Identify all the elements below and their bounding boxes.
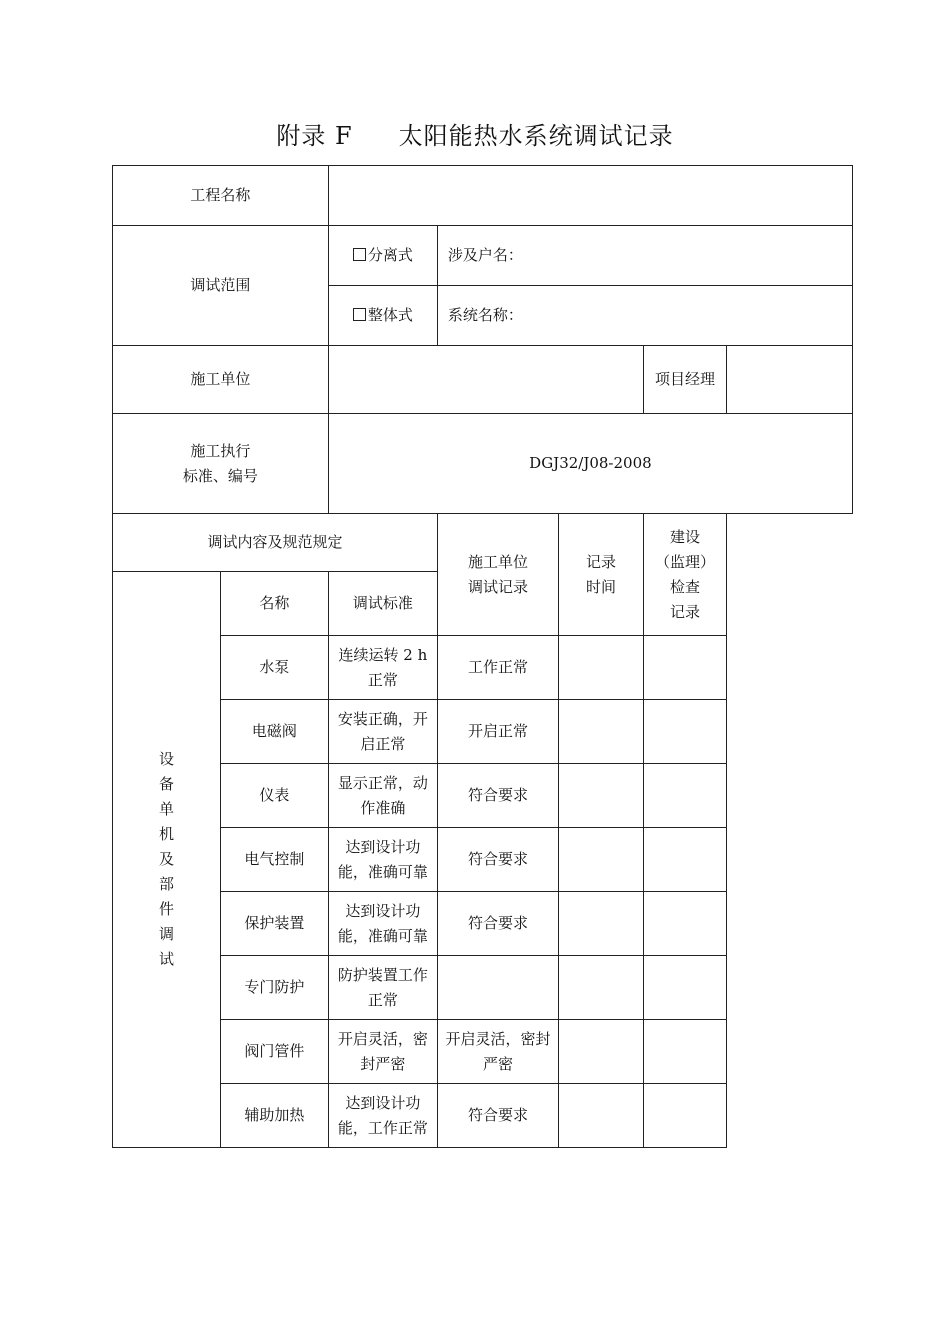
contractor-label: 施工单位 — [113, 346, 329, 414]
row-check[interactable] — [643, 956, 726, 1020]
row-time[interactable] — [559, 1020, 644, 1084]
title-prefix: 附录 F — [276, 122, 353, 150]
row-standard: 显示正常，动作准确 — [328, 764, 437, 828]
system-name-label: 系统名称： — [447, 306, 523, 324]
supervisor-header-line4: 记录 — [669, 602, 700, 621]
row-record[interactable] — [437, 956, 558, 1020]
row-record[interactable]: 符合要求 — [437, 828, 558, 892]
table-row — [113, 892, 853, 956]
table-row — [113, 1020, 853, 1084]
row-standard: 达到设计功能，准确可靠 — [328, 892, 437, 956]
row-name: 仪表 — [220, 764, 328, 828]
row-standard: 达到设计功能，准确可靠 — [328, 828, 437, 892]
page-title — [0, 116, 950, 151]
row-name: 水泵 — [220, 636, 328, 700]
row-check[interactable] — [643, 1084, 726, 1148]
supervisor-header-line1: 建设 — [669, 527, 700, 546]
row-name: 保护装置 — [220, 892, 328, 956]
contractor-field[interactable] — [328, 346, 643, 414]
row-time[interactable] — [559, 956, 644, 1020]
row-record[interactable]: 符合要求 — [437, 1084, 558, 1148]
split-type-checkbox[interactable] — [353, 248, 366, 261]
household-field[interactable] — [437, 226, 852, 286]
name-header: 名称 — [220, 572, 328, 636]
row-time[interactable] — [559, 1084, 644, 1148]
row-check[interactable] — [643, 892, 726, 956]
table-row — [113, 700, 853, 764]
row-record[interactable]: 开启灵活，密封严密 — [437, 1020, 558, 1084]
row-record[interactable]: 符合要求 — [437, 764, 558, 828]
contractor-record-header-line2: 调试记录 — [468, 577, 529, 596]
table-row — [113, 636, 853, 700]
table-row — [113, 764, 853, 828]
table-row — [113, 828, 853, 892]
row-check[interactable] — [643, 764, 726, 828]
row-name: 电磁阀 — [220, 700, 328, 764]
project-name-field[interactable] — [328, 166, 852, 226]
project-manager-label: 项目经理 — [643, 346, 726, 414]
supervisor-check-header — [643, 514, 726, 636]
row-time[interactable] — [559, 636, 644, 700]
project-name-label: 工程名称 — [113, 166, 329, 226]
commissioning-record-table — [112, 165, 853, 1148]
standard-label — [113, 414, 329, 514]
row-name: 阀门管件 — [220, 1020, 328, 1084]
content-header: 调试内容及规范规定 — [113, 514, 438, 572]
equipment-group-label — [113, 572, 221, 1148]
row-time[interactable] — [559, 892, 644, 956]
row-standard: 安装正确，开启正常 — [328, 700, 437, 764]
row-time[interactable] — [559, 828, 644, 892]
table-row — [113, 1084, 853, 1148]
household-label: 涉及户名： — [447, 246, 523, 264]
standard-header: 调试标准 — [328, 572, 437, 636]
row-record[interactable]: 符合要求 — [437, 892, 558, 956]
row-check[interactable] — [643, 828, 726, 892]
row-standard: 防护装置工作正常 — [328, 956, 437, 1020]
row-name: 辅助加热 — [220, 1084, 328, 1148]
contractor-record-header-line1: 施工单位 — [468, 552, 529, 571]
row-check[interactable] — [643, 1020, 726, 1084]
project-manager-field[interactable] — [727, 346, 853, 414]
row-time[interactable] — [559, 764, 644, 828]
record-time-header-line1: 记录 — [585, 552, 616, 571]
row-record[interactable]: 工作正常 — [437, 636, 558, 700]
integrated-type-label: 整体式 — [367, 306, 413, 324]
row-name: 电气控制 — [220, 828, 328, 892]
standard-label-line2: 标准、编号 — [182, 466, 258, 485]
record-time-header — [559, 514, 644, 636]
system-name-field[interactable] — [437, 286, 852, 346]
split-type-option[interactable] — [328, 226, 437, 286]
record-time-header-line2: 时间 — [585, 577, 616, 596]
standard-label-line1: 施工执行 — [190, 441, 251, 460]
integrated-type-option[interactable] — [328, 286, 437, 346]
supervisor-header-line2: （监理） — [654, 552, 715, 571]
integrated-type-checkbox[interactable] — [353, 308, 366, 321]
row-name: 专门防护 — [220, 956, 328, 1020]
scope-label: 调试范围 — [113, 226, 329, 346]
row-record[interactable]: 开启正常 — [437, 700, 558, 764]
standard-value: DGJ32/J08-2008 — [328, 414, 852, 514]
row-check[interactable] — [643, 636, 726, 700]
contractor-record-header — [437, 514, 558, 636]
row-standard: 连续运转 2 h 正常 — [328, 636, 437, 700]
table-row — [113, 956, 853, 1020]
split-type-label: 分离式 — [367, 246, 413, 264]
supervisor-header-line3: 检查 — [669, 577, 700, 596]
row-check[interactable] — [643, 700, 726, 764]
row-standard: 开启灵活，密封严密 — [328, 1020, 437, 1084]
row-time[interactable] — [559, 700, 644, 764]
row-standard: 达到设计功能，工作正常 — [328, 1084, 437, 1148]
equipment-group-text: 设备单机及部件调试 — [158, 750, 174, 968]
title-main: 太阳能热水系统调试记录 — [398, 122, 674, 150]
